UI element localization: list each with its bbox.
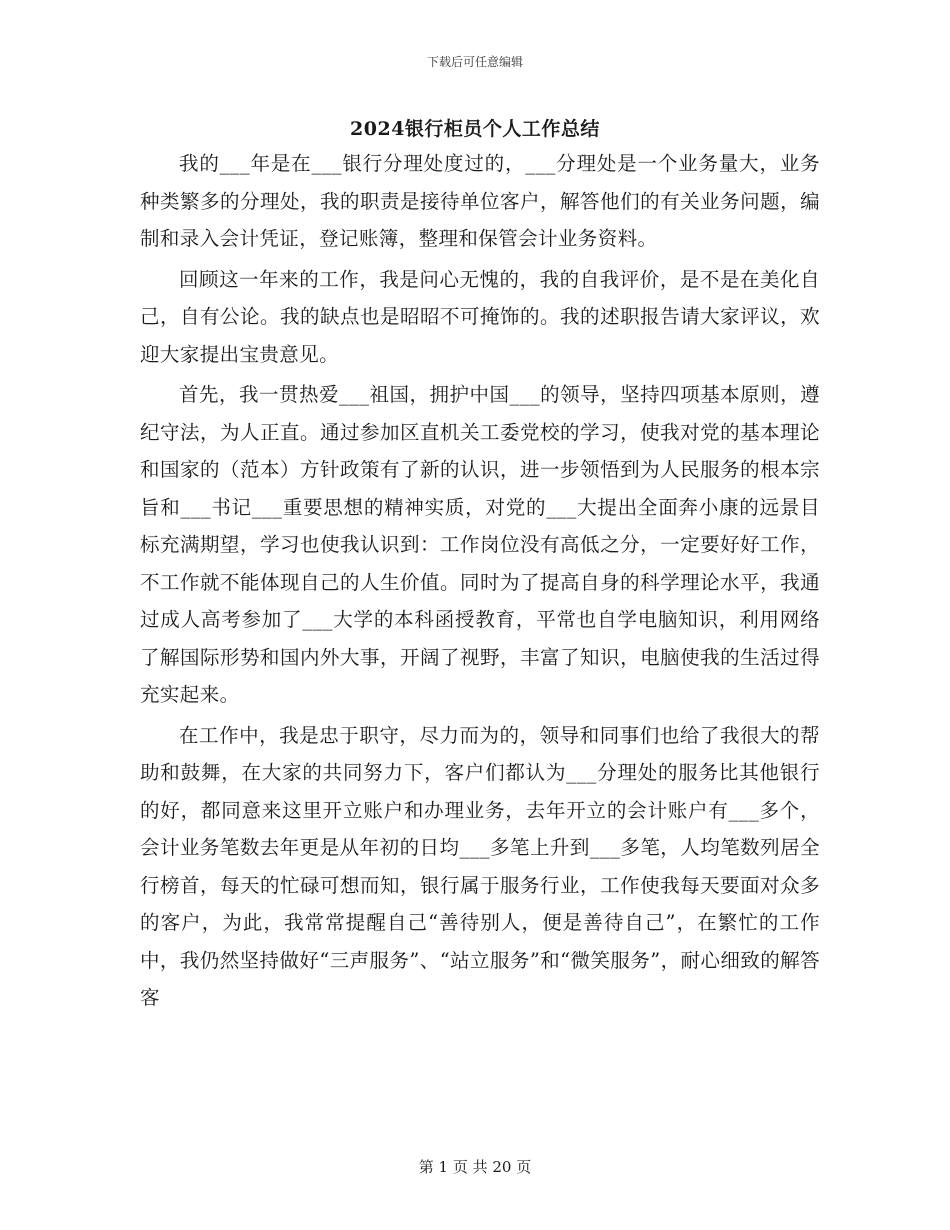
paragraph-1: 我的___年是在___银行分理处度过的，___分理处是一个业务量大，业务种类繁多的分理处，我的职责是接待单位客户，解答他们的有关业务问题，编制和录入会计凭证，登记账簿，整理和保管会计业务资料。 — [140, 152, 820, 250]
paragraph-2: 回顾这一年来的工作，我是问心无愧的，我的自我评价，是不是在美化自己，自有公论。我的缺点也是昭昭不可掩饰的。我的述职报告请大家评议，欢迎大家提出宝贵意见。 — [140, 267, 820, 366]
paragraph-4: 在工作中，我是忠于职守，尽力而为的，领导和同事们也给了我很大的帮助和鼓舞，在大家的共同努力下，客户们都认为___分理处的服务比其他银行的好，都同意来这里开立账户和办理业务，去年开立的会计账户有___多个，会计业务笔数去年更是从年初的日均___多笔上升到___多笔，人均笔数列居全行榜首，每天的忙碌可想而知，银行属于服务行业，工作使我每天要面对众多的客户，为此，我常常提醒自己“善待别人，便是善待自己”，在繁忙的工作中，我仍然坚持做好“三声服务”、“站立服务”和“微笑服务”，耐心细致的解答客 — [140, 723, 820, 1009]
page-header-note: 下载后可任意编辑 — [426, 55, 523, 69]
paragraph-3: 首先，我一贯热爱___祖国，拥护中国___的领导，坚持四项基本原则，遵纪守法，为人正直。通过参加区直机关工委党校的学习，使我对党的基本理论和国家的（范本）方针政策有了新的认识，进一步领悟到为人民服务的根本宗旨和___书记___重要思想的精神实质，对党的___大提出全面奔小康的远景目标充满期望，学习也使我认识到：工作岗位没有高低之分，一定要好好工作，不工作就不能体现自己的人生价值。同时为了提高自身的科学理论水平，我通过成人高考参加了___大学的本科函授教育，平常也自学电脑知识，利用网络了解国际形势和国内外大事，开阔了视野，丰富了知识，电脑使我的生活过得充实起来。 — [140, 383, 820, 706]
document-body — [140, 145, 820, 1020]
document-title: 2024银行柜员个人工作总结 — [350, 118, 600, 140]
page-number-footer: 第 1 页 共 20 页 — [418, 1158, 532, 1176]
